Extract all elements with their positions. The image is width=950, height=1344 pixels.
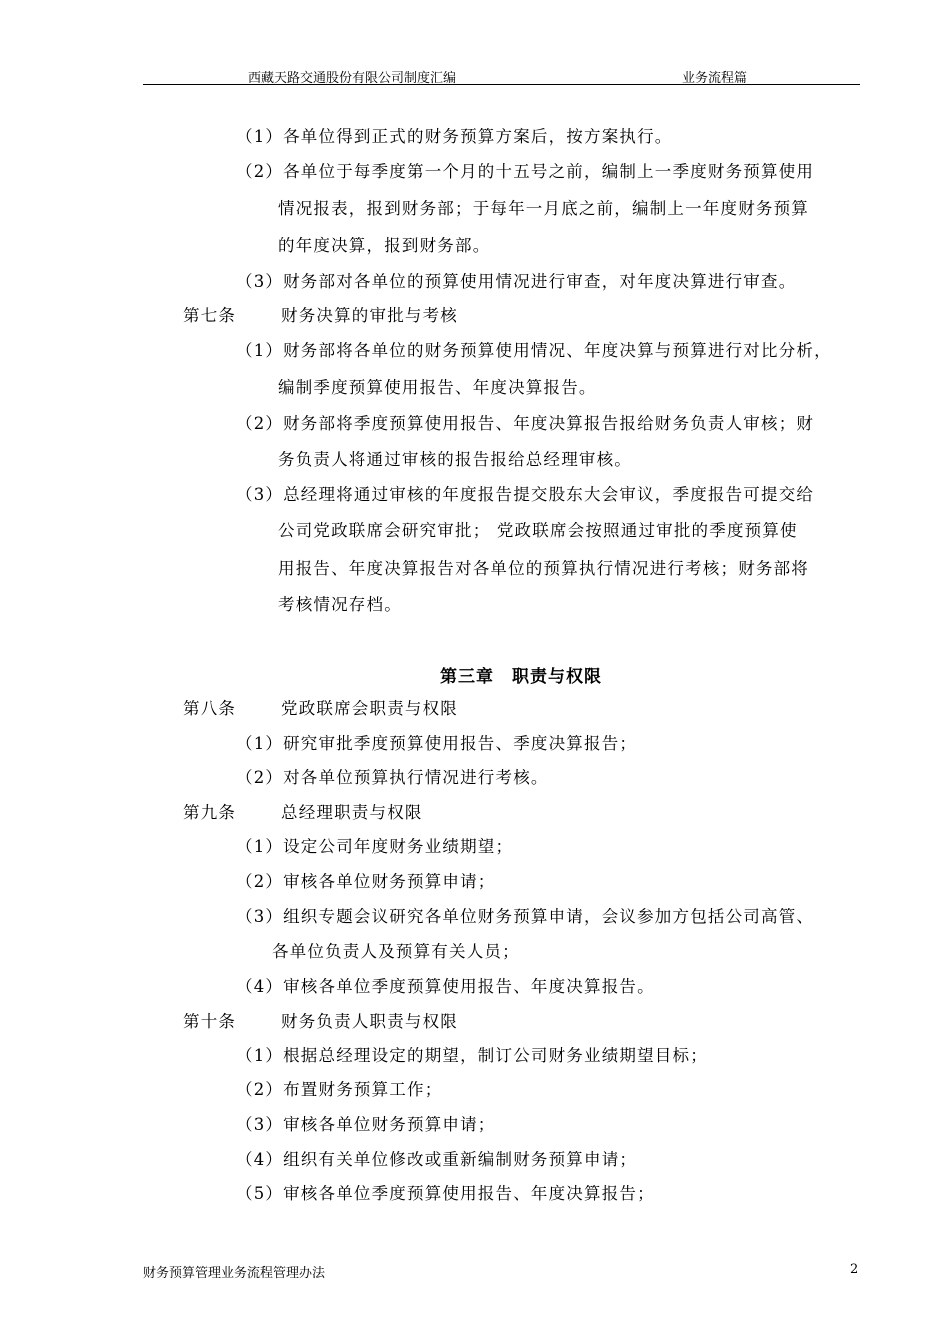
list-item: （3）审核各单位财务预算申请； (236, 1115, 496, 1134)
list-item-continuation: 用报告、年度决算报告对各单位的预算执行情况进行考核；财务部将 (278, 559, 809, 578)
list-item: （2）审核各单位财务预算申请； (236, 872, 496, 891)
article-9-title: 总经理职责与权限 (281, 803, 423, 822)
list-item: （2）布置财务预算工作； (236, 1080, 443, 1099)
list-item-continuation: 考核情况存档。 (278, 595, 402, 614)
list-item: （5）审核各单位季度预算使用报告、年度决算报告； (236, 1184, 655, 1203)
running-header-section: 业务流程篇 (682, 71, 748, 86)
list-item-continuation: 情况报表，报到财务部；于每年一月底之前，编制上一年度财务预算 (278, 199, 809, 218)
list-item: （1）根据总经理设定的期望，制订公司财务业绩期望目标； (236, 1046, 708, 1065)
list-item-continuation: 务负责人将通过审核的报告报给总经理审核。 (278, 450, 632, 469)
list-item: （2）各单位于每季度第一个月的十五号之前，编制上一季度财务预算使用 (236, 162, 815, 181)
running-header-title: 西藏天路交通股份有限公司制度汇编 (248, 71, 457, 86)
list-item: （4）审核各单位季度预算使用报告、年度决算报告。 (236, 977, 655, 996)
article-7-label: 第七条 (183, 306, 237, 325)
header-rule (143, 84, 860, 85)
list-item: （4）组织有关单位修改或重新编制财务预算申请； (236, 1150, 638, 1169)
list-item: （3）组织专题会议研究各单位财务预算申请，会议参加方包括公司高管、 (236, 907, 815, 926)
list-item: （3）财务部对各单位的预算使用情况进行审查，对年度决算进行审查。 (236, 272, 797, 291)
footer-title: 财务预算管理业务流程管理办法 (143, 1266, 326, 1281)
article-8-title: 党政联席会职责与权限 (281, 699, 458, 718)
list-item: （1）设定公司年度财务业绩期望； (236, 837, 514, 856)
article-7-title: 财务决算的审批与考核 (281, 306, 458, 325)
list-item-continuation: 公司党政联席会研究审批； 党政联席会按照通过审批的季度预算使 (278, 521, 798, 540)
article-10-label: 第十条 (183, 1012, 237, 1031)
list-item: （1）各单位得到正式的财务预算方案后，按方案执行。 (236, 127, 673, 146)
article-9-label: 第九条 (183, 803, 237, 822)
page-number: 2 (850, 1262, 859, 1277)
list-item: （2）对各单位预算执行情况进行考核。 (236, 768, 549, 787)
list-item-continuation: 编制季度预算使用报告、年度决算报告。 (278, 378, 597, 397)
article-10-title: 财务负责人职责与权限 (281, 1012, 458, 1031)
article-8-label: 第八条 (183, 699, 237, 718)
list-item: （1）财务部将各单位的财务预算使用情况、年度决算与预算进行对比分析， (236, 341, 832, 360)
list-item: （1）研究审批季度预算使用报告、季度决算报告； (236, 734, 638, 753)
list-item: （2）财务部将季度预算使用报告、年度决算报告报给财务负责人审核；财 (236, 414, 815, 433)
chapter-heading: 第三章 职责与权限 (440, 667, 602, 687)
list-item-continuation: 各单位负责人及预算有关人员； (272, 942, 520, 961)
list-item: （3）总经理将通过审核的年度报告提交股东大会审议，季度报告可提交给 (236, 485, 815, 504)
list-item-continuation: 的年度决算，报到财务部。 (278, 236, 491, 255)
